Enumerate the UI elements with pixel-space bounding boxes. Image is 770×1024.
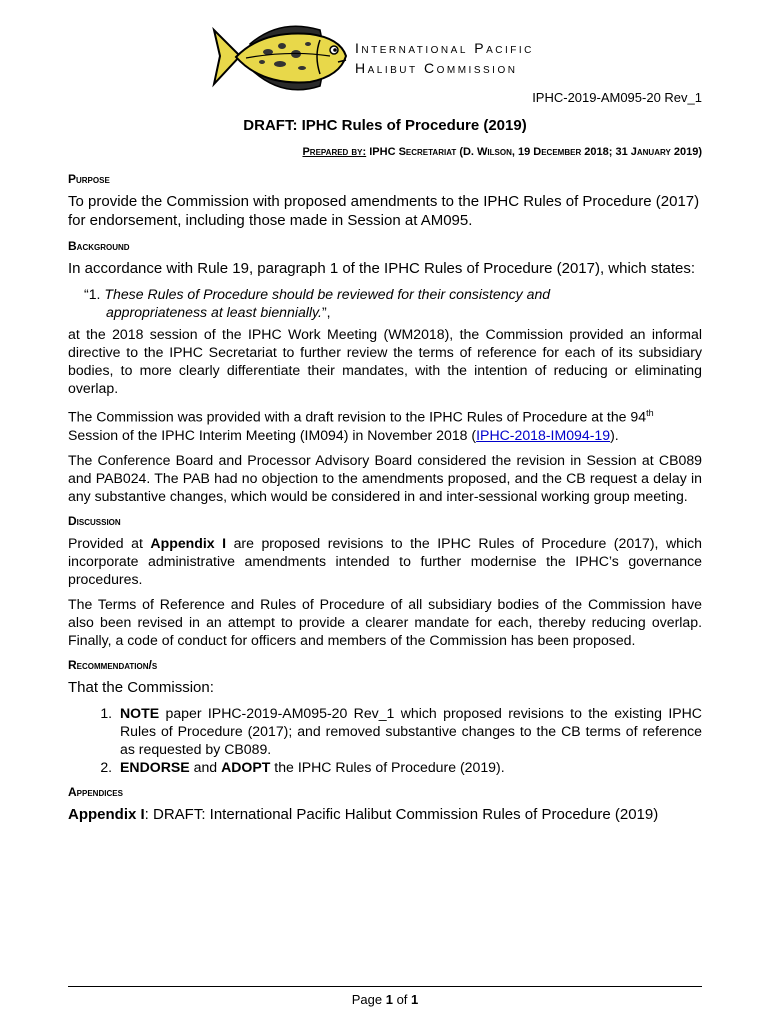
page-number: 1 — [385, 992, 393, 1007]
page-footer — [0, 992, 770, 1007]
page-total: 1 — [411, 992, 419, 1007]
rec2-text: the IPHC Rules of Procedure (2019). — [270, 758, 505, 775]
discussion-paragraph-2: The Terms of Reference and Rules of Procedure of all subsidiary bodies of the Commission have also been revised in an attempt to provide a clearer mandate for each, thereby reducing overlap. Finally, a code of conduct for officers and members of the Commission has been proposed. — [68, 595, 702, 648]
appendix-item — [68, 805, 702, 824]
im094-document-link[interactable]: IPHC-2018-IM094-19 — [476, 426, 611, 443]
prepared-by-label: Prepared by: — [302, 146, 367, 158]
document-reference: IPHC-2019-AM095-20 Rev_1 — [532, 90, 702, 105]
discussion-heading: Discussion — [68, 513, 121, 528]
recommendations-list — [68, 704, 702, 776]
document-title: DRAFT: IPHC Rules of Procedure (2019) — [243, 117, 527, 134]
rec2-and: and — [189, 758, 222, 775]
page-label: Page — [351, 992, 386, 1007]
disc-p1-b: are proposed revisions to the IPHC Rules of Procedure (2017), which incorporate administrative amendments intended to further modernise the IPHC’s governance procedures. — [68, 534, 702, 587]
document-body — [68, 170, 702, 831]
quote-open: “1. — [84, 286, 105, 302]
discussion-paragraph-1 — [68, 534, 702, 588]
bg-p2-b: Session of the IPHC Interim Meeting (IM094) in November 2018 ( — [68, 426, 477, 443]
page-of-label: of — [392, 992, 412, 1007]
org-line-2: Halibut Commission — [355, 60, 518, 76]
recommendation-item-2 — [116, 758, 702, 776]
quote-close: ”, — [321, 304, 331, 320]
disc-p1-a: Provided at — [68, 534, 151, 551]
bg-p2-a: The Commission was provided with a draft revision to the IPHC Rules of Procedure at the 94 — [68, 408, 647, 425]
appendix-bold: Appendix I — [68, 805, 145, 823]
recommendations-heading: Recommendation/s — [68, 657, 158, 672]
disc-p1-bold: Appendix I — [150, 534, 227, 551]
recommendations-intro: That the Commission: — [68, 678, 214, 696]
rec1-bold: NOTE — [120, 704, 160, 721]
background-paragraph-3: The Conference Board and Processor Advisory Board considered the revision in Session at CB089 and PAB024. The PAB had no objection to the amendments proposed, and the CB request a delay in any substantive changes, which would be considered in and inter-sessional working group meeting. — [68, 451, 702, 504]
bg-p2-c: ). — [610, 426, 619, 443]
purpose-text: To provide the Commission with proposed amendments to the IPHC Rules of Procedure (2017) for endorsement, including those made in Session at AM095. — [68, 193, 700, 229]
background-paragraph-1: at the 2018 session of the IPHC Work Meeting (WM2018), the Commission provided an informal directive to the IPHC Secretariat to further review the terms of reference for each of its subsidiary bodies, to more clearly differentiate their mandates, with the intention of reducing or eliminating overlap. — [68, 326, 702, 396]
org-line-1: International Pacific — [355, 40, 534, 56]
appendix-text: : DRAFT: International Pacific Halibut Commission Rules of Procedure (2019) — [144, 805, 659, 823]
background-intro: In accordance with Rule 19, paragraph 1 of the IPHC Rules of Procedure (2017), which states: — [68, 260, 696, 277]
quote-line-2: appropriateness at least biennially. — [106, 304, 322, 320]
prepared-by-line — [302, 146, 702, 158]
background-heading: Background — [68, 239, 130, 253]
rec1-text: paper IPHC-2019-AM095-20 Rev_1 which proposed revisions to the existing IPHC Rules of Procedure (2017); and removed substantive changes to the CB terms of reference as requested by CB089. — [120, 704, 702, 757]
halibut-fish-logo-icon — [210, 16, 350, 102]
footer-divider — [68, 986, 702, 987]
appendices-heading: Appendices — [68, 784, 123, 799]
organization-name — [355, 38, 534, 78]
rec2-bold-2: ADOPT — [221, 758, 271, 775]
recommendation-item-1 — [116, 704, 702, 758]
prepared-by-text: IPHC Secretariat (D. Wilson, 19 December 2018; 31 January 2019) — [366, 146, 702, 158]
purpose-heading: Purpose — [68, 172, 110, 186]
bg-p2-sup: th — [646, 408, 654, 418]
quote-line-1: These Rules of Procedure should be reviewed for their consistency and — [104, 286, 551, 302]
rule-quote — [68, 285, 702, 321]
background-paragraph-2 — [68, 404, 702, 444]
rec2-bold-1: ENDORSE — [120, 758, 190, 775]
